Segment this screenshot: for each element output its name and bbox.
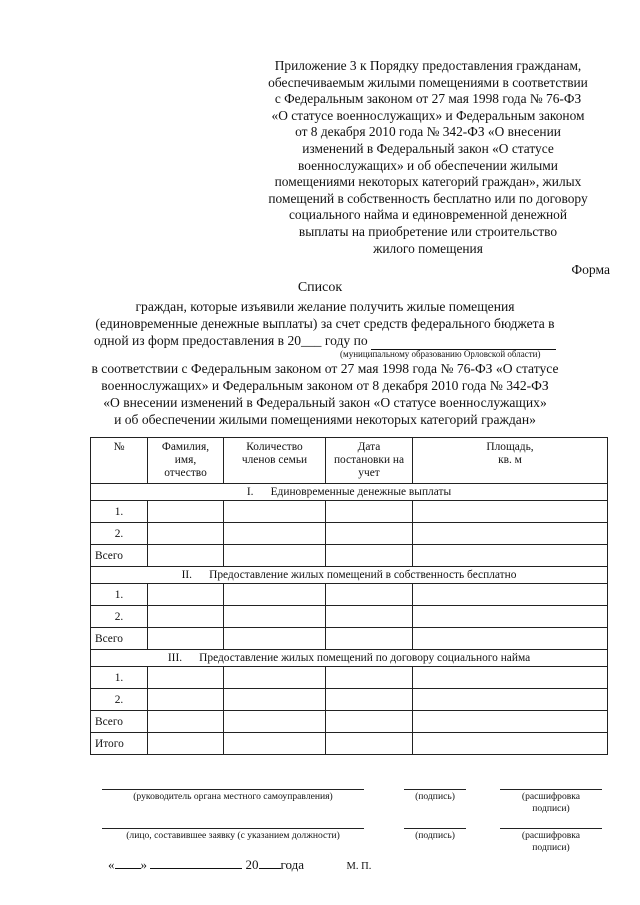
header-area (413, 438, 608, 484)
header-name-l2: имя, (174, 454, 197, 466)
table-row (91, 523, 608, 545)
year-suffix: года (280, 857, 305, 872)
header-num: № (91, 438, 148, 484)
decoding-line-2[interactable] (500, 828, 602, 829)
row-number (91, 606, 148, 628)
decoding-caption-l1: (расшифровка (521, 791, 581, 802)
cell-area[interactable] (413, 523, 608, 545)
cell-area[interactable] (413, 606, 608, 628)
header-date-l2: постановки на (333, 454, 405, 466)
appendix-line: изменений в Федеральный закон «О статусе (302, 140, 554, 156)
cell-date[interactable] (326, 606, 413, 628)
table-row (91, 606, 608, 628)
head-signature-line[interactable] (102, 789, 364, 790)
cell-name[interactable] (148, 584, 224, 606)
year-prefix: 20 (245, 857, 259, 872)
head-caption: (руководитель органа местного самоуправления) (133, 791, 333, 802)
cell-area[interactable] (413, 667, 608, 689)
decoding2-caption-l1: (расшифровка (521, 830, 581, 841)
header-name (148, 438, 224, 484)
appendix-line: выплаты на приобретение или строительство (298, 223, 558, 239)
cell-name[interactable] (148, 628, 224, 650)
cell-members[interactable] (224, 523, 326, 545)
date-line (108, 855, 371, 873)
header-name-l1: Фамилия, (161, 441, 210, 453)
cell-area[interactable] (413, 733, 608, 755)
table-row (91, 584, 608, 606)
row-number (91, 667, 148, 689)
header-name-l3: отчество (164, 467, 207, 479)
signature-line-2[interactable] (404, 828, 466, 829)
row-number-text: 1. (114, 671, 124, 684)
header-date-l3: учет (358, 467, 380, 479)
row-number-text: 2. (114, 610, 124, 623)
cell-area[interactable] (413, 628, 608, 650)
section-label: II. Предоставление жилых помещений в собственность бесплатно (91, 567, 608, 584)
citizens-table (90, 437, 608, 755)
cell-members[interactable] (224, 689, 326, 711)
header-area-l1: Площадь, (486, 441, 534, 453)
cell-date[interactable] (326, 628, 413, 650)
cell-area[interactable] (413, 689, 608, 711)
table-row-grand-total (91, 733, 608, 755)
cell-members[interactable] (224, 733, 326, 755)
signature-caption-2: (подпись) (415, 830, 455, 841)
section-label: III. Предоставление жилых помещений по договору социального найма (91, 650, 608, 667)
municipality-caption: (муниципальному образованию Орловской области) (340, 349, 541, 359)
cell-members[interactable] (224, 584, 326, 606)
appendix-line: обеспечиваемым жилыми помещениями в соответствии (268, 74, 588, 90)
intro-line: и об обеспечении жилыми помещениями некоторых категорий граждан» (114, 412, 536, 427)
table-header-row (91, 438, 608, 484)
decoding-line[interactable] (500, 789, 602, 790)
header-area-l2: кв. м (498, 454, 522, 466)
intro-text-continued (80, 360, 570, 428)
table-row (91, 667, 608, 689)
table-row (91, 689, 608, 711)
grand-total-label: Итого (91, 733, 148, 755)
intro-line: одной из форм предоставления в 20___ году по (93, 333, 368, 348)
cell-name[interactable] (148, 733, 224, 755)
section-row (91, 650, 608, 667)
cell-date[interactable] (326, 501, 413, 523)
date-close-quote: » (140, 857, 147, 872)
cell-date[interactable] (326, 584, 413, 606)
cell-area[interactable] (413, 584, 608, 606)
intro-line: военнослужащих» и Федеральным законом от 8 декабря 2010 года № 342-ФЗ (101, 378, 549, 393)
header-date (326, 438, 413, 484)
appendix-line: социального найма и единовременной денежной (288, 207, 568, 223)
stamp-place: М. П. (346, 861, 372, 872)
header-members-l1: Количество (246, 441, 303, 453)
signature-caption: (подпись) (415, 791, 455, 802)
header-date-l1: Дата (357, 441, 381, 453)
cell-name[interactable] (148, 711, 224, 733)
cell-members[interactable] (224, 667, 326, 689)
cell-members[interactable] (224, 606, 326, 628)
row-number (91, 689, 148, 711)
row-total-label: Всего (91, 628, 148, 650)
section-row (91, 484, 608, 501)
appendix-line: с Федеральным законом от 27 мая 1998 года № 76-ФЗ (274, 91, 582, 107)
row-number (91, 523, 148, 545)
row-number (91, 584, 148, 606)
row-number-text: 1. (114, 505, 124, 518)
month-field[interactable] (150, 855, 242, 869)
table-row-total (91, 711, 608, 733)
intro-line: (единовременные денежные выплаты) за счет средств федерального бюджета в (95, 316, 555, 331)
cell-area[interactable] (413, 545, 608, 567)
cell-date[interactable] (326, 545, 413, 567)
day-field[interactable] (115, 855, 141, 869)
date-open-quote: « (108, 857, 115, 872)
cell-members[interactable] (224, 545, 326, 567)
appendix-line: помещений в собственность бесплатно или по договору (268, 190, 588, 206)
appendix-line: от 8 декабря 2010 года № 342-ФЗ «О внесении (295, 124, 561, 140)
cell-date[interactable] (326, 667, 413, 689)
cell-date[interactable] (326, 689, 413, 711)
cell-members[interactable] (224, 501, 326, 523)
section-row (91, 567, 608, 584)
row-total-label: Всего (91, 711, 148, 733)
cell-name[interactable] (148, 523, 224, 545)
year-field[interactable] (259, 855, 281, 869)
appendix-line: помещениями некоторых категорий граждан», жилых (274, 174, 582, 190)
cell-name[interactable] (148, 501, 224, 523)
row-total-label: Всего (91, 545, 148, 567)
cell-date[interactable] (326, 711, 413, 733)
appendix-line: Приложение 3 к Порядку предоставления гражданам, (274, 58, 582, 73)
appendix-header (238, 58, 618, 257)
cell-area[interactable] (413, 501, 608, 523)
document-title: Список (297, 280, 343, 295)
signature-line[interactable] (404, 789, 466, 790)
appendix-line: военнослужащих» и об обеспечении жилыми (298, 157, 558, 173)
compiler-signature-line[interactable] (102, 828, 364, 829)
cell-date[interactable] (326, 523, 413, 545)
table-row-total (91, 628, 608, 650)
intro-line: в соответствии с Федеральным законом от 27 мая 1998 года № 76-ФЗ «О статусе (91, 361, 559, 376)
appendix-line: «О статусе военнослужащих» и Федеральным законом (271, 107, 585, 123)
intro-line: «О внесении изменений в Федеральный закон «О статусе военнослужащих» (103, 395, 547, 410)
cell-name[interactable] (148, 667, 224, 689)
intro-text (80, 298, 570, 350)
row-number-text: 2. (114, 693, 124, 706)
table-row-total (91, 545, 608, 567)
cell-name[interactable] (148, 606, 224, 628)
decoding-caption-2 (500, 830, 602, 854)
cell-area[interactable] (413, 711, 608, 733)
row-number-text: 2. (114, 527, 124, 540)
cell-members[interactable] (224, 711, 326, 733)
intro-line: граждан, которые изъявили желание получить жилые помещения (135, 299, 515, 314)
section-label: I. Единовременные денежные выплаты (91, 484, 608, 501)
decoding-caption-l2: подписи) (532, 803, 570, 814)
row-number (91, 501, 148, 523)
header-members (224, 438, 326, 484)
appendix-line: жилого помещения (373, 240, 483, 256)
cell-date[interactable] (326, 733, 413, 755)
form-label: Форма (571, 262, 610, 277)
decoding2-caption-l2: подписи) (532, 842, 570, 853)
decoding-caption (500, 791, 602, 815)
intro-line-with-blank (80, 332, 570, 350)
compiler-caption: (лицо, составившее заявку (с указанием должности) (126, 830, 340, 841)
cell-name[interactable] (148, 689, 224, 711)
municipality-field[interactable] (371, 332, 556, 350)
cell-members[interactable] (224, 628, 326, 650)
row-number-text: 1. (114, 588, 124, 601)
table-row (91, 501, 608, 523)
header-members-l2: членов семьи (241, 454, 308, 466)
cell-name[interactable] (148, 545, 224, 567)
